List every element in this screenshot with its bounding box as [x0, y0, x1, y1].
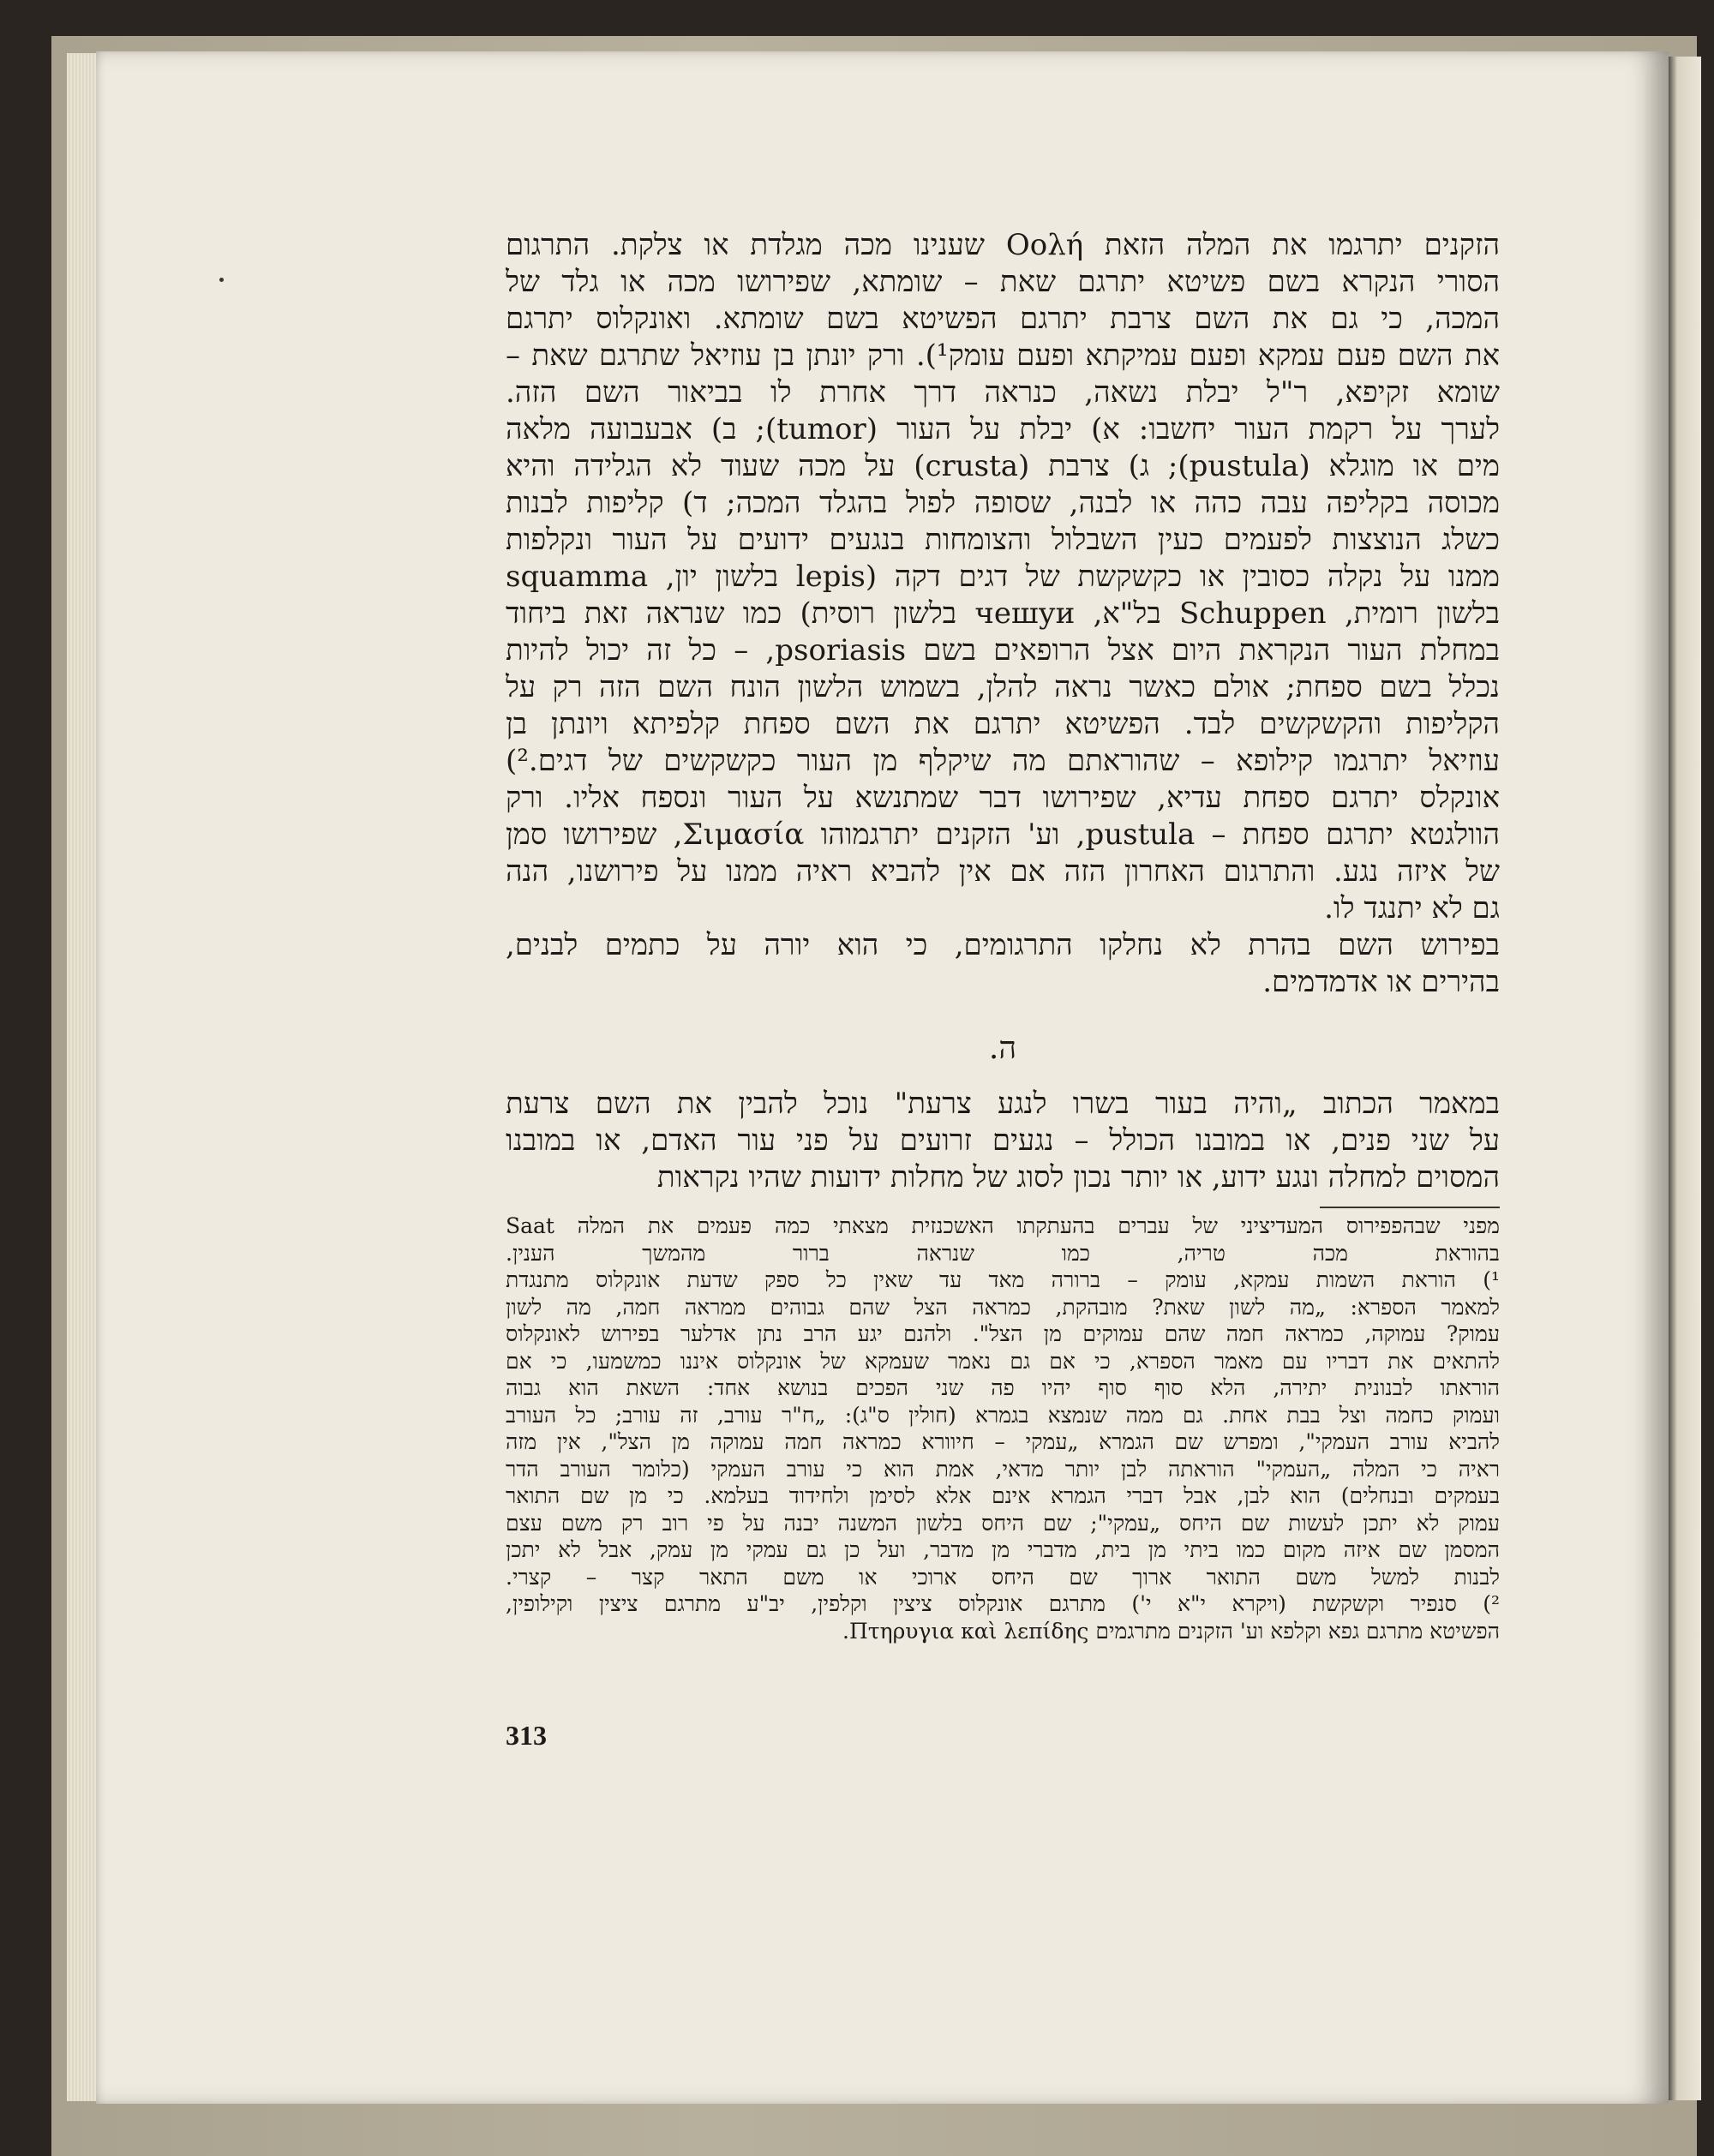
paragraph-3 [506, 1086, 1500, 1196]
text-line: הקליפות והקשקשים לבד. הפשיטא יתרגם את השם ספחת קלפיתא ויונתן בן [506, 707, 1500, 741]
footnote-line: עמוק לא יתכן לעשות שם היחס „עמקי"; שם היחס בלשון המשנה יבנה על פי רוב רק משם עצם [506, 1510, 1500, 1536]
text-line: הזקנים יתרגמו את המלה הזאת Οολή שענינו מכה מגלדת או צלקת. התרגום [506, 228, 1500, 262]
text-line: בלשון רומית, Schuppen בל"א, чешуи בלשון רוסית) כמו שנראה זאת ביחוד [506, 596, 1500, 631]
text-line: מים או מוגלא (pustula); ג) צרבת (crusta) על מכה שעוד לא הגלידה והיא [506, 449, 1500, 483]
text-line: בפירוש השם בהרת לא נחלקו התרגומים, כי הוא יורה על כתמים לבנים, [506, 928, 1500, 962]
text-line: המכה, כי גם את השם צרבת יתרגם הפשיטא בשם שומתא. ואונקלוס יתרגם [506, 302, 1500, 336]
footnote-line: הוראתו לבנונית יתירה, הלא סוף סוף יהיו פה שני הפכים בנושא אחד: השאת הוא גבוה [506, 1375, 1500, 1400]
footnote-line: ועמוק כחמה וצל בבת אחת. גם ממה שנמצא בגמרא (חולין ס"ג): „ח"ר עורב, זה עורב; כל העורב [506, 1402, 1500, 1428]
text-line: הוולגטא יתרגם ספחת – pustula, וע' הזקנים יתרגמוהו Σιμασία, שפירושו סמן [506, 817, 1500, 852]
text-line: אונקלס יתרגם ספחת עדיא, שפירושו דבר שמתנשא על העור ונספח אליו. ורק [506, 781, 1500, 815]
footnote-line: בהוראת מכה טריה, כמו שנראה ברור מהמשך הענין. [506, 1240, 1500, 1266]
footnote-rule [1320, 1207, 1500, 1208]
text-line: עוזיאל יתרגמו קילופא – שהוראתם מה שיקלף מן העור כקשקשים של דגים.²) [506, 744, 1500, 778]
footnotes [506, 1213, 1500, 1644]
text-line: על שני פנים, או במובנו הכולל – נגעים זרועים על פני עור האדם, או במובנו [506, 1123, 1500, 1158]
footnote-line: ראיה כי המלה „העמקי" הוראתה לבן יותר מדאי, אמת הוא כי עורב העמקי (כלומר העורב הדר [506, 1456, 1500, 1482]
footnote-line: בעמקים ובנחלים) הוא לבן, אבל דברי הגמרא אינם אלא לסימן ולחידוד בעלמא. כי מן שם התואר [506, 1483, 1500, 1508]
page-edges [67, 53, 98, 2101]
page-number: 313 [506, 1720, 547, 1751]
footnote-line: המסמן שם איזה מקום כמו ביתי מן בית, מדברי מן מדבר, ועל כן גם עמקי מן עמק, אבל לא יתכן [506, 1537, 1500, 1562]
text-line: שומא זקיפא, ר"ל יבלת נשאה, כנראה דרך אחרת לו בביאור השם הזה. [506, 375, 1500, 410]
footnote-line: להביא עורב העמקי", ומפרש שם הגמרא „עמקי – חיוורא כמראה חמה עמוקה מן הצל", אין מזה [506, 1429, 1500, 1454]
footnote-line: הפשיטא מתרגם גפא וקלפא וע' הזקנים מתרגמים Πτηρυγια καὶ λεπίδης. [842, 1618, 1500, 1644]
footnote-line: ¹) הוראת השמות עמקא, עומק – ברורה מאד עד שאין כל ספק שדעת אונקלוס מתנגדת [506, 1267, 1500, 1292]
footnote-line: מפני שבהפפירוס המעדיציני של עברים בהעתקתו האשכנזית מצאתי כמה פעמים את המלה Saat [506, 1213, 1500, 1238]
footnote-line: למאמר הספרא: „מה לשון שאת? מובהקת, כמראה הצל שהם גבוהים ממראה חמה, מה לשון [506, 1294, 1500, 1320]
text-line: הסורי הנקרא בשם פשיטא יתרגם שאת – שומתא, שפירושו מכה או גלד של [506, 265, 1500, 299]
text-line: ממנו על נקלה כסובין או כקשקשת של דגים דקה (lepis בלשון יון, squamma [506, 560, 1500, 594]
text-line: במחלת העור הנקראת היום אצל הרופאים בשם psoriasis, – כל זה יכול להיות [506, 633, 1500, 668]
text-line: לערך על רקמת העור יחשבו: א) יבלת על העור (tumor); ב) אבעבועה מלאה [506, 412, 1500, 446]
footnote-line: להתאים את דבריו עם מאמר הספרא, כי אם גם נאמר שעמקא של אונקלוס איננו כמשמעו, כי אם [506, 1348, 1500, 1374]
text-line: של איזה נגע. והתרגום האחרון הזה אם אין להביא ראיה ממנו על פירושנו, הנה [506, 854, 1500, 889]
text-line: נכלל בשם ספחת; אולם כאשר נראה להלן, בשמוש הלשון הונח השם הזה רק על [506, 670, 1500, 704]
main-text [506, 227, 1500, 1196]
facing-page-edge [1667, 57, 1701, 2100]
text-line: מכוסה בקליפה עבה כהה או לבנה, שסופה לפול בהגלד המכה; ד) קליפות לבנות [506, 486, 1500, 520]
text-line: גם לא יתנגד לו. [1324, 891, 1500, 925]
footnote-line: לבנות למשל משם התואר ארוך שם היחס ארוכי או משם התאר קצר – קצרי. [506, 1564, 1500, 1590]
text-line: המסוים למחלה ונגע ידוע, או יותר נכון לסוג של מחלות ידועות שהיו נקראות [656, 1160, 1500, 1195]
page-speck [219, 278, 224, 282]
footnote-line: עמוק? עמוקה, כמראה חמה שהם עמוקים מן הצל". ולהנם יגע הרב נתן אדלער בפירוש לאונקלוס [506, 1321, 1500, 1346]
paragraph-2 [506, 927, 1500, 1001]
footnote-line: ²) סנפיר וקשקשת (ויקרא י"א י') מתרגם אונקלוס ציצין וקלפין, יב"ע מתרגם ציצין וקילופין, [506, 1591, 1500, 1616]
section-heading: ה. [988, 1031, 1017, 1066]
text-line: את השם פעם עמקא ופעם עמיקתא ופעם עומק¹). ורק יונתן בן עוזיאל שתרגם שאת – [506, 338, 1500, 373]
text-line: בהירים או אדמדמים. [1262, 965, 1500, 999]
text-line: כשלג הנוצצות לפעמים כעין השבלול והצומחות בנגעים ידועים על העור ונקלפות [506, 523, 1500, 557]
text-line: במאמר הכתוב „והיה בעור בשרו לנגע צרעת" נוכל להבין את השם צרעת [506, 1087, 1500, 1121]
paragraph-1 [506, 227, 1500, 927]
